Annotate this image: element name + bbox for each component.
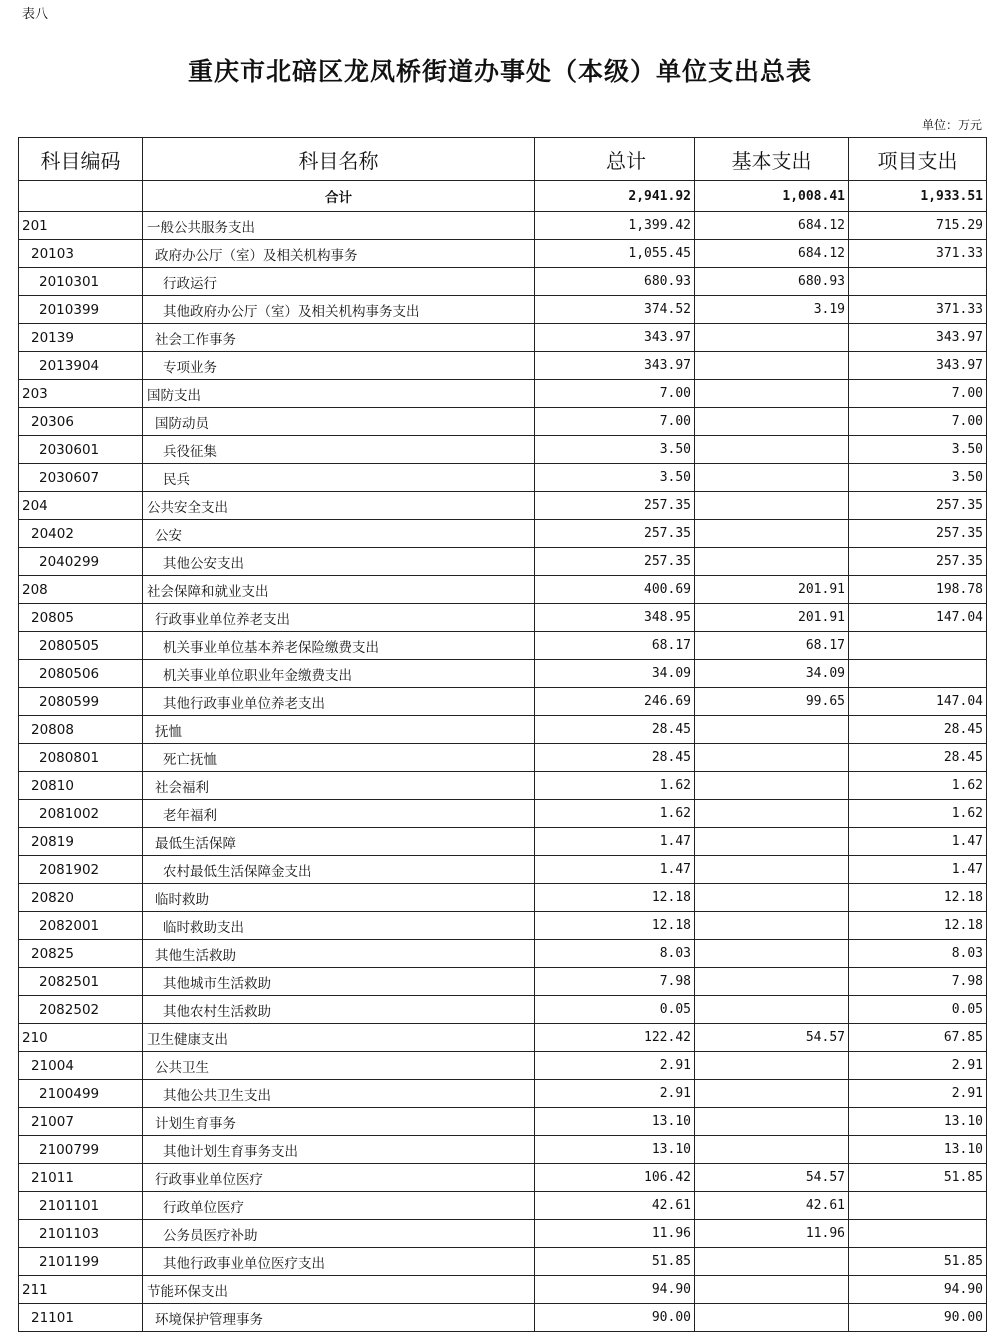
basic-expenditure-cell xyxy=(695,1108,849,1136)
basic-expenditure-cell xyxy=(695,996,849,1024)
subject-code-cell: 21101 xyxy=(19,1304,143,1332)
subject-code-cell: 20103 xyxy=(19,240,143,268)
total-cell: 1.47 xyxy=(535,856,695,884)
basic-expenditure-cell xyxy=(695,800,849,828)
table-row xyxy=(19,856,987,884)
total-basic: 1,008.41 xyxy=(695,181,849,212)
project-expenditure-cell: 28.45 xyxy=(849,744,987,772)
project-expenditure-cell: 715.29 xyxy=(849,212,987,240)
total-cell: 1,055.45 xyxy=(535,240,695,268)
total-cell: 12.18 xyxy=(535,884,695,912)
total-cell: 3.50 xyxy=(535,464,695,492)
subject-code-cell: 208 xyxy=(19,576,143,604)
basic-expenditure-cell xyxy=(695,1248,849,1276)
table-row xyxy=(19,1080,987,1108)
total-cell: 7.00 xyxy=(535,408,695,436)
subject-code-cell: 2080505 xyxy=(19,632,143,660)
project-expenditure-cell: 7.98 xyxy=(849,968,987,996)
basic-expenditure-cell xyxy=(695,324,849,352)
table-row xyxy=(19,352,987,380)
basic-expenditure-cell xyxy=(695,744,849,772)
project-expenditure-cell xyxy=(849,1192,987,1220)
project-expenditure-cell: 51.85 xyxy=(849,1248,987,1276)
basic-expenditure-cell xyxy=(695,352,849,380)
table-row xyxy=(19,1220,987,1248)
page-title: 重庆市北碚区龙凤桥街道办事处（本级）单位支出总表 xyxy=(187,57,812,86)
subject-name-cell: 国防支出 xyxy=(143,380,535,408)
total-cell: 400.69 xyxy=(535,576,695,604)
basic-expenditure-cell xyxy=(695,1052,849,1080)
project-expenditure-cell: 147.04 xyxy=(849,604,987,632)
total-cell: 2.91 xyxy=(535,1080,695,1108)
project-expenditure-cell: 3.50 xyxy=(849,464,987,492)
project-expenditure-cell: 13.10 xyxy=(849,1136,987,1164)
project-expenditure-cell: 12.18 xyxy=(849,884,987,912)
total-cell: 13.10 xyxy=(535,1108,695,1136)
basic-expenditure-cell xyxy=(695,716,849,744)
subject-code-cell: 21004 xyxy=(19,1052,143,1080)
subject-code-cell: 2080599 xyxy=(19,688,143,716)
project-expenditure-cell: 8.03 xyxy=(849,940,987,968)
table-row xyxy=(19,464,987,492)
table-row xyxy=(19,688,987,716)
subject-code-cell: 2101101 xyxy=(19,1192,143,1220)
basic-expenditure-cell: 11.96 xyxy=(695,1220,849,1248)
subject-name-cell: 公务员医疗补助 xyxy=(143,1220,535,1248)
subject-name-cell: 其他农村生活救助 xyxy=(143,996,535,1024)
basic-expenditure-cell xyxy=(695,436,849,464)
subject-code-cell: 2082001 xyxy=(19,912,143,940)
total-cell: 51.85 xyxy=(535,1248,695,1276)
subject-name-cell: 国防动员 xyxy=(143,408,535,436)
table-row xyxy=(19,436,987,464)
total-cell: 13.10 xyxy=(535,1136,695,1164)
table-row xyxy=(19,324,987,352)
subject-code-cell: 2082502 xyxy=(19,996,143,1024)
basic-expenditure-cell: 684.12 xyxy=(695,212,849,240)
table-row xyxy=(19,604,987,632)
subject-code-cell: 203 xyxy=(19,380,143,408)
subject-name-cell: 节能环保支出 xyxy=(143,1276,535,1304)
table-row xyxy=(19,1164,987,1192)
total-cell: 1.47 xyxy=(535,828,695,856)
subject-code-cell: 210 xyxy=(19,1024,143,1052)
table-row xyxy=(19,520,987,548)
basic-expenditure-cell xyxy=(695,772,849,800)
subject-name-cell: 民兵 xyxy=(143,464,535,492)
total-cell: 7.98 xyxy=(535,968,695,996)
total-label: 合计 xyxy=(143,181,535,212)
table-row xyxy=(19,968,987,996)
project-expenditure-cell: 3.50 xyxy=(849,436,987,464)
header-total: 总计 xyxy=(535,138,695,181)
subject-name-cell: 机关事业单位职业年金缴费支出 xyxy=(143,660,535,688)
total-code-cell xyxy=(19,181,143,212)
total-cell: 1.62 xyxy=(535,800,695,828)
total-cell: 90.00 xyxy=(535,1304,695,1332)
project-expenditure-cell: 1.62 xyxy=(849,772,987,800)
table-row xyxy=(19,268,987,296)
total-cell: 11.96 xyxy=(535,1220,695,1248)
total-cell: 68.17 xyxy=(535,632,695,660)
project-expenditure-cell: 0.05 xyxy=(849,996,987,1024)
subject-name-cell: 行政事业单位养老支出 xyxy=(143,604,535,632)
project-expenditure-cell: 13.10 xyxy=(849,1108,987,1136)
subject-name-cell: 社会福利 xyxy=(143,772,535,800)
subject-name-cell: 其他生活救助 xyxy=(143,940,535,968)
subject-code-cell: 2040299 xyxy=(19,548,143,576)
subject-code-cell: 2010399 xyxy=(19,296,143,324)
subject-code-cell: 2030607 xyxy=(19,464,143,492)
header-subject-code: 科目编码 xyxy=(19,138,143,181)
subject-name-cell: 其他行政事业单位养老支出 xyxy=(143,688,535,716)
subject-name-cell: 死亡抚恤 xyxy=(143,744,535,772)
subject-name-cell: 公共卫生 xyxy=(143,1052,535,1080)
project-expenditure-cell xyxy=(849,1220,987,1248)
table-row xyxy=(19,772,987,800)
table-row xyxy=(19,492,987,520)
total-cell: 680.93 xyxy=(535,268,695,296)
project-expenditure-cell: 198.78 xyxy=(849,576,987,604)
basic-expenditure-cell: 680.93 xyxy=(695,268,849,296)
subject-code-cell: 2101103 xyxy=(19,1220,143,1248)
subject-code-cell: 20808 xyxy=(19,716,143,744)
total-cell: 8.03 xyxy=(535,940,695,968)
total-project: 1,933.51 xyxy=(849,181,987,212)
table-row xyxy=(19,1052,987,1080)
total-cell: 28.45 xyxy=(535,716,695,744)
basic-expenditure-cell xyxy=(695,1276,849,1304)
table-row xyxy=(19,548,987,576)
total-cell: 343.97 xyxy=(535,352,695,380)
project-expenditure-cell: 371.33 xyxy=(849,296,987,324)
subject-name-cell: 其他行政事业单位医疗支出 xyxy=(143,1248,535,1276)
total-cell: 106.42 xyxy=(535,1164,695,1192)
subject-code-cell: 2082501 xyxy=(19,968,143,996)
subject-name-cell: 专项业务 xyxy=(143,352,535,380)
table-row xyxy=(19,716,987,744)
basic-expenditure-cell: 99.65 xyxy=(695,688,849,716)
basic-expenditure-cell xyxy=(695,828,849,856)
subject-code-cell: 20805 xyxy=(19,604,143,632)
basic-expenditure-cell xyxy=(695,464,849,492)
basic-expenditure-cell xyxy=(695,492,849,520)
project-expenditure-cell: 94.90 xyxy=(849,1276,987,1304)
table-row xyxy=(19,240,987,268)
total-row xyxy=(19,181,987,212)
subject-name-cell: 其他公共卫生支出 xyxy=(143,1080,535,1108)
subject-code-cell: 20820 xyxy=(19,884,143,912)
basic-expenditure-cell: 201.91 xyxy=(695,576,849,604)
basic-expenditure-cell xyxy=(695,548,849,576)
table-row xyxy=(19,828,987,856)
subject-name-cell: 行政运行 xyxy=(143,268,535,296)
table-row xyxy=(19,632,987,660)
subject-name-cell: 卫生健康支出 xyxy=(143,1024,535,1052)
project-expenditure-cell: 257.35 xyxy=(849,548,987,576)
total-cell: 3.50 xyxy=(535,436,695,464)
total-cell: 257.35 xyxy=(535,520,695,548)
subject-name-cell: 其他政府办公厅（室）及相关机构事务支出 xyxy=(143,296,535,324)
project-expenditure-cell xyxy=(849,660,987,688)
expenditure-table xyxy=(18,137,987,1332)
basic-expenditure-cell xyxy=(695,884,849,912)
basic-expenditure-cell: 54.57 xyxy=(695,1024,849,1052)
subject-name-cell: 临时救助 xyxy=(143,884,535,912)
project-expenditure-cell: 51.85 xyxy=(849,1164,987,1192)
total-cell: 122.42 xyxy=(535,1024,695,1052)
subject-code-cell: 201 xyxy=(19,212,143,240)
subject-code-cell: 2080506 xyxy=(19,660,143,688)
project-expenditure-cell: 1.47 xyxy=(849,856,987,884)
table-row xyxy=(19,1024,987,1052)
project-expenditure-cell: 371.33 xyxy=(849,240,987,268)
subject-name-cell: 临时救助支出 xyxy=(143,912,535,940)
project-expenditure-cell: 1.62 xyxy=(849,800,987,828)
table-row xyxy=(19,408,987,436)
project-expenditure-cell xyxy=(849,268,987,296)
total-cell: 257.35 xyxy=(535,548,695,576)
total-cell: 374.52 xyxy=(535,296,695,324)
basic-expenditure-cell xyxy=(695,940,849,968)
basic-expenditure-cell: 42.61 xyxy=(695,1192,849,1220)
total-cell: 1,399.42 xyxy=(535,212,695,240)
subject-code-cell: 2080801 xyxy=(19,744,143,772)
subject-code-cell: 2081902 xyxy=(19,856,143,884)
subject-code-cell: 20139 xyxy=(19,324,143,352)
subject-code-cell: 2030601 xyxy=(19,436,143,464)
subject-code-cell: 2010301 xyxy=(19,268,143,296)
subject-name-cell: 一般公共服务支出 xyxy=(143,212,535,240)
project-expenditure-cell: 12.18 xyxy=(849,912,987,940)
basic-expenditure-cell xyxy=(695,408,849,436)
basic-expenditure-cell xyxy=(695,912,849,940)
subject-code-cell: 2081002 xyxy=(19,800,143,828)
total-sum: 2,941.92 xyxy=(535,181,695,212)
basic-expenditure-cell: 54.57 xyxy=(695,1164,849,1192)
project-expenditure-cell: 67.85 xyxy=(849,1024,987,1052)
total-cell: 246.69 xyxy=(535,688,695,716)
subject-name-cell: 其他计划生育事务支出 xyxy=(143,1136,535,1164)
total-cell: 343.97 xyxy=(535,324,695,352)
table-row xyxy=(19,1136,987,1164)
subject-name-cell: 计划生育事务 xyxy=(143,1108,535,1136)
project-expenditure-cell: 2.91 xyxy=(849,1052,987,1080)
basic-expenditure-cell xyxy=(695,520,849,548)
subject-name-cell: 公安 xyxy=(143,520,535,548)
project-expenditure-cell: 257.35 xyxy=(849,520,987,548)
total-cell: 348.95 xyxy=(535,604,695,632)
subject-name-cell: 政府办公厅（室）及相关机构事务 xyxy=(143,240,535,268)
total-cell: 34.09 xyxy=(535,660,695,688)
project-expenditure-cell: 28.45 xyxy=(849,716,987,744)
table-row xyxy=(19,1108,987,1136)
table-row xyxy=(19,380,987,408)
table-row xyxy=(19,800,987,828)
unit-label: 单位：万元 xyxy=(921,118,982,132)
subject-code-cell: 2100499 xyxy=(19,1080,143,1108)
subject-code-cell: 20402 xyxy=(19,520,143,548)
subject-name-cell: 抚恤 xyxy=(143,716,535,744)
table-number-label: 表八 xyxy=(22,7,49,22)
table-row xyxy=(19,1276,987,1304)
basic-expenditure-cell: 34.09 xyxy=(695,660,849,688)
table-row xyxy=(19,744,987,772)
table-row xyxy=(19,912,987,940)
basic-expenditure-cell xyxy=(695,1304,849,1332)
subject-name-cell: 社会保障和就业支出 xyxy=(143,576,535,604)
basic-expenditure-cell: 3.19 xyxy=(695,296,849,324)
header-basic-expenditure: 基本支出 xyxy=(695,138,849,181)
project-expenditure-cell: 7.00 xyxy=(849,380,987,408)
project-expenditure-cell: 90.00 xyxy=(849,1304,987,1332)
total-cell: 0.05 xyxy=(535,996,695,1024)
total-cell: 42.61 xyxy=(535,1192,695,1220)
total-cell: 1.62 xyxy=(535,772,695,800)
basic-expenditure-cell: 684.12 xyxy=(695,240,849,268)
project-expenditure-cell xyxy=(849,632,987,660)
table-row xyxy=(19,1248,987,1276)
header-project-expenditure: 项目支出 xyxy=(849,138,987,181)
subject-code-cell: 2013904 xyxy=(19,352,143,380)
total-cell: 257.35 xyxy=(535,492,695,520)
total-cell: 2.91 xyxy=(535,1052,695,1080)
project-expenditure-cell: 2.91 xyxy=(849,1080,987,1108)
project-expenditure-cell: 343.97 xyxy=(849,352,987,380)
table-row xyxy=(19,940,987,968)
project-expenditure-cell: 147.04 xyxy=(849,688,987,716)
table-header-row xyxy=(19,138,987,181)
subject-code-cell: 211 xyxy=(19,1276,143,1304)
table-row xyxy=(19,996,987,1024)
subject-name-cell: 公共安全支出 xyxy=(143,492,535,520)
subject-name-cell: 老年福利 xyxy=(143,800,535,828)
total-cell: 94.90 xyxy=(535,1276,695,1304)
table-row xyxy=(19,884,987,912)
subject-name-cell: 行政单位医疗 xyxy=(143,1192,535,1220)
table-row xyxy=(19,1192,987,1220)
header-subject-name: 科目名称 xyxy=(143,138,535,181)
subject-name-cell: 兵役征集 xyxy=(143,436,535,464)
subject-name-cell: 最低生活保障 xyxy=(143,828,535,856)
subject-name-cell: 行政事业单位医疗 xyxy=(143,1164,535,1192)
project-expenditure-cell: 343.97 xyxy=(849,324,987,352)
subject-name-cell: 社会工作事务 xyxy=(143,324,535,352)
subject-name-cell: 机关事业单位基本养老保险缴费支出 xyxy=(143,632,535,660)
table-row xyxy=(19,212,987,240)
subject-name-cell: 环境保护管理事务 xyxy=(143,1304,535,1332)
subject-code-cell: 20819 xyxy=(19,828,143,856)
table-row xyxy=(19,1304,987,1332)
basic-expenditure-cell: 68.17 xyxy=(695,632,849,660)
project-expenditure-cell: 257.35 xyxy=(849,492,987,520)
basic-expenditure-cell xyxy=(695,1136,849,1164)
basic-expenditure-cell xyxy=(695,856,849,884)
total-cell: 12.18 xyxy=(535,912,695,940)
table-row xyxy=(19,576,987,604)
basic-expenditure-cell xyxy=(695,968,849,996)
table-row xyxy=(19,660,987,688)
subject-name-cell: 其他城市生活救助 xyxy=(143,968,535,996)
basic-expenditure-cell xyxy=(695,380,849,408)
subject-code-cell: 204 xyxy=(19,492,143,520)
subject-code-cell: 21007 xyxy=(19,1108,143,1136)
project-expenditure-cell: 1.47 xyxy=(849,828,987,856)
basic-expenditure-cell: 201.91 xyxy=(695,604,849,632)
total-cell: 28.45 xyxy=(535,744,695,772)
subject-code-cell: 21011 xyxy=(19,1164,143,1192)
project-expenditure-cell: 7.00 xyxy=(849,408,987,436)
total-cell: 7.00 xyxy=(535,380,695,408)
subject-code-cell: 2101199 xyxy=(19,1248,143,1276)
subject-name-cell: 其他公安支出 xyxy=(143,548,535,576)
subject-code-cell: 20810 xyxy=(19,772,143,800)
basic-expenditure-cell xyxy=(695,1080,849,1108)
table-row xyxy=(19,296,987,324)
subject-code-cell: 2100799 xyxy=(19,1136,143,1164)
subject-code-cell: 20306 xyxy=(19,408,143,436)
subject-name-cell: 农村最低生活保障金支出 xyxy=(143,856,535,884)
subject-code-cell: 20825 xyxy=(19,940,143,968)
